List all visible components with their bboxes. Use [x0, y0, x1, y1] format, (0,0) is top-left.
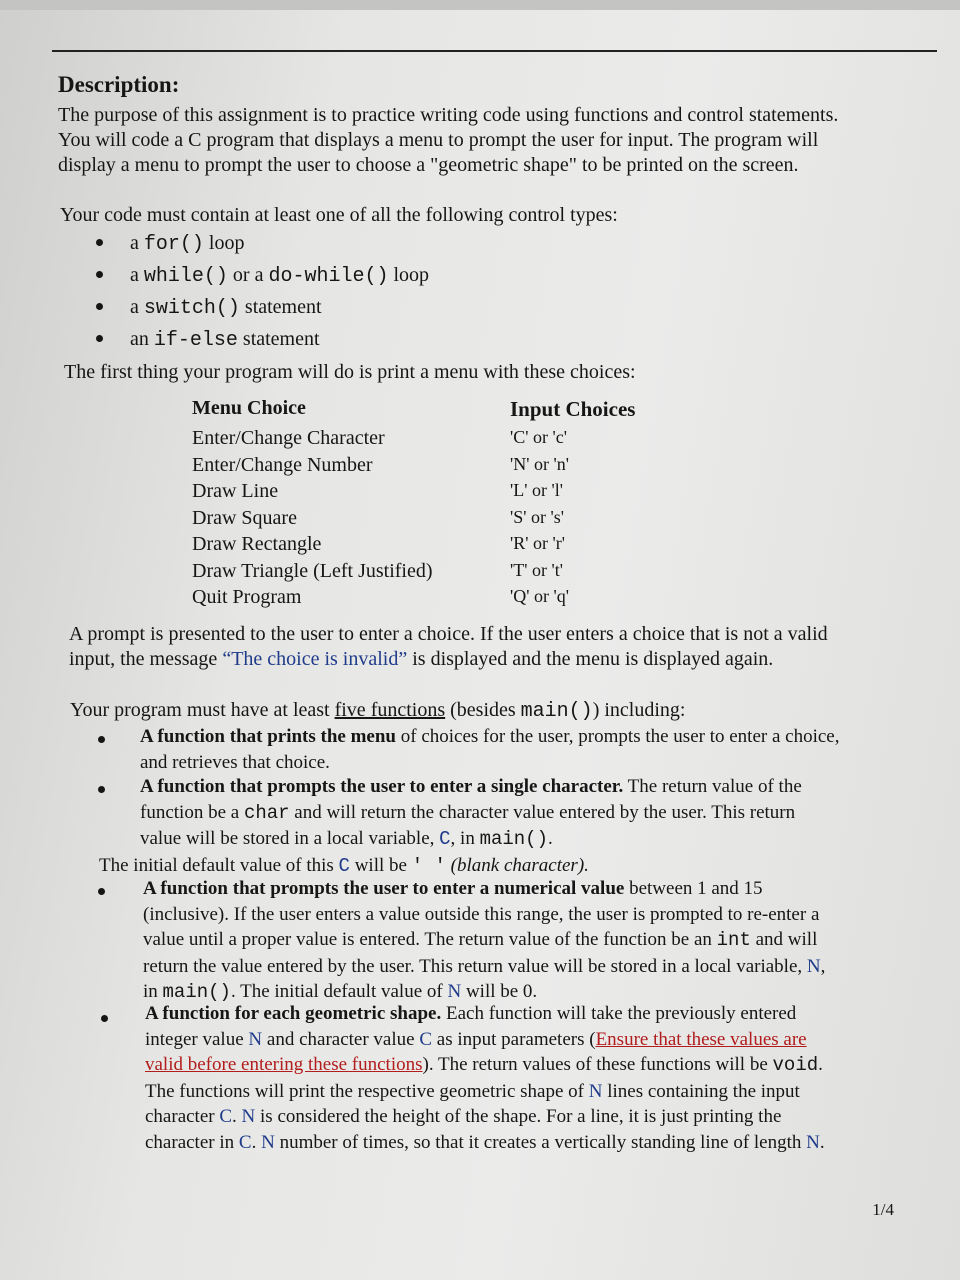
page-number: 1/4 [872, 1200, 894, 1219]
bullet-icon [101, 1015, 108, 1022]
input-choice: 'S' or 's' [510, 506, 564, 527]
menu-table [192, 397, 710, 613]
list-item: an if-else statement [96, 324, 429, 356]
control-types-list [96, 228, 429, 356]
prompt-line: A prompt is presented to the user to enter a choice. If the user enters a choice that is not a valid [69, 623, 828, 645]
bullet-icon [96, 303, 103, 310]
invalid-message: “The choice is invalid” [222, 648, 408, 670]
table-row [192, 533, 710, 560]
bullet-icon [98, 736, 105, 743]
menu-choice: Quit Program [192, 586, 302, 608]
function-item-shapes: A function for each geometric shape. Each function will take the previously entered integer value N and character value C as input parameters (Ensure that these values are valid before entering these functions). The return values of these functions will be void. The functions will print the respective geometric shape of N lines containing the input character C. N is considered the height of the shape. For a line, it is just printing the character in C. N number of times, so that it creates a vertically standing line of length N. [145, 1001, 900, 1155]
input-choice: 'N' or 'n' [510, 453, 569, 474]
menu-choice: Draw Square [192, 506, 297, 529]
ensure-valid-link[interactable]: valid before entering these functions [145, 1054, 423, 1075]
prompt-paragraph [69, 622, 929, 672]
list-item: a switch() statement [96, 292, 429, 324]
intro-line: You will code a C program that displays a menu to prompt the user for input. The program will [58, 129, 819, 151]
menu-choice: Draw Triangle (Left Justified) [192, 559, 433, 582]
menu-choice: Enter/Change Number [192, 453, 373, 476]
intro-paragraph [58, 103, 938, 178]
menu-choice: Enter/Change Character [192, 427, 385, 449]
prompt-line: input, the message “The choice is invalid” is displayed and the menu is displayed again. [69, 648, 774, 670]
menu-col1-header: Menu Choice [192, 397, 306, 419]
function-item-menu: A function that prints the menu of choices for the user, prompts the user to enter a choice, and retrieves that choice. [140, 724, 910, 775]
table-row [192, 427, 710, 454]
bullet-icon [96, 335, 103, 342]
function-item-character: A function that prompts the user to enter a single character. The return value of the function be a char and will return the character value entered by the user. This return value will be stored in a local variable, C, in main(). [140, 774, 910, 853]
input-choice: 'R' or 'r' [510, 533, 565, 553]
table-row [192, 480, 710, 507]
table-row [192, 586, 710, 613]
bullet-icon [96, 271, 103, 278]
input-choice: 'T' or 't' [510, 559, 563, 580]
input-choice: 'C' or 'c' [510, 427, 567, 447]
input-choice: 'Q' or 'q' [510, 586, 569, 606]
section-heading: Description: [58, 72, 180, 97]
list-item: a for() loop [96, 228, 429, 260]
ensure-valid-link[interactable]: Ensure that these values are [595, 1028, 807, 1050]
default-value-line: The initial default value of this C will be ' ' (blank character). [99, 855, 589, 877]
functions-lead: Your program must have at least five functions (besides main()) including: [70, 699, 686, 723]
bullet-icon [98, 888, 105, 895]
control-types-lead: Your code must contain at least one of all the following control types: [60, 204, 618, 226]
page-top-edge [0, 0, 960, 10]
menu-choice: Draw Line [192, 480, 279, 502]
list-item: a while() or a do-while() loop [96, 260, 429, 292]
function-item-number: A function that prompts the user to enter a numerical value between 1 and 15 (inclusive). If the user enters a value outside this range, the user is prompted to re-enter a value until a proper value is entered. The return value of the function be an int and will return the value entered by the user. This return value will be stored in a local variable, N, in main(). The initial default value of N will be 0. [143, 876, 908, 1006]
input-choice: 'L' or 'l' [510, 480, 563, 500]
menu-choice: Draw Rectangle [192, 533, 322, 555]
bullet-icon [98, 786, 105, 793]
intro-line: display a menu to prompt the user to choose a "geometric shape" to be printed on the screen. [58, 154, 799, 176]
table-row [192, 560, 710, 587]
header-rule [52, 50, 937, 52]
table-row [192, 454, 710, 481]
menu-table-header [192, 397, 710, 427]
intro-line: The purpose of this assignment is to practice writing code using functions and control statements. [58, 104, 839, 126]
menu-col2-header: Input Choices [510, 397, 636, 421]
bullet-icon [96, 239, 103, 246]
menu-intro: The first thing your program will do is print a menu with these choices: [64, 361, 636, 383]
table-row [192, 507, 710, 534]
